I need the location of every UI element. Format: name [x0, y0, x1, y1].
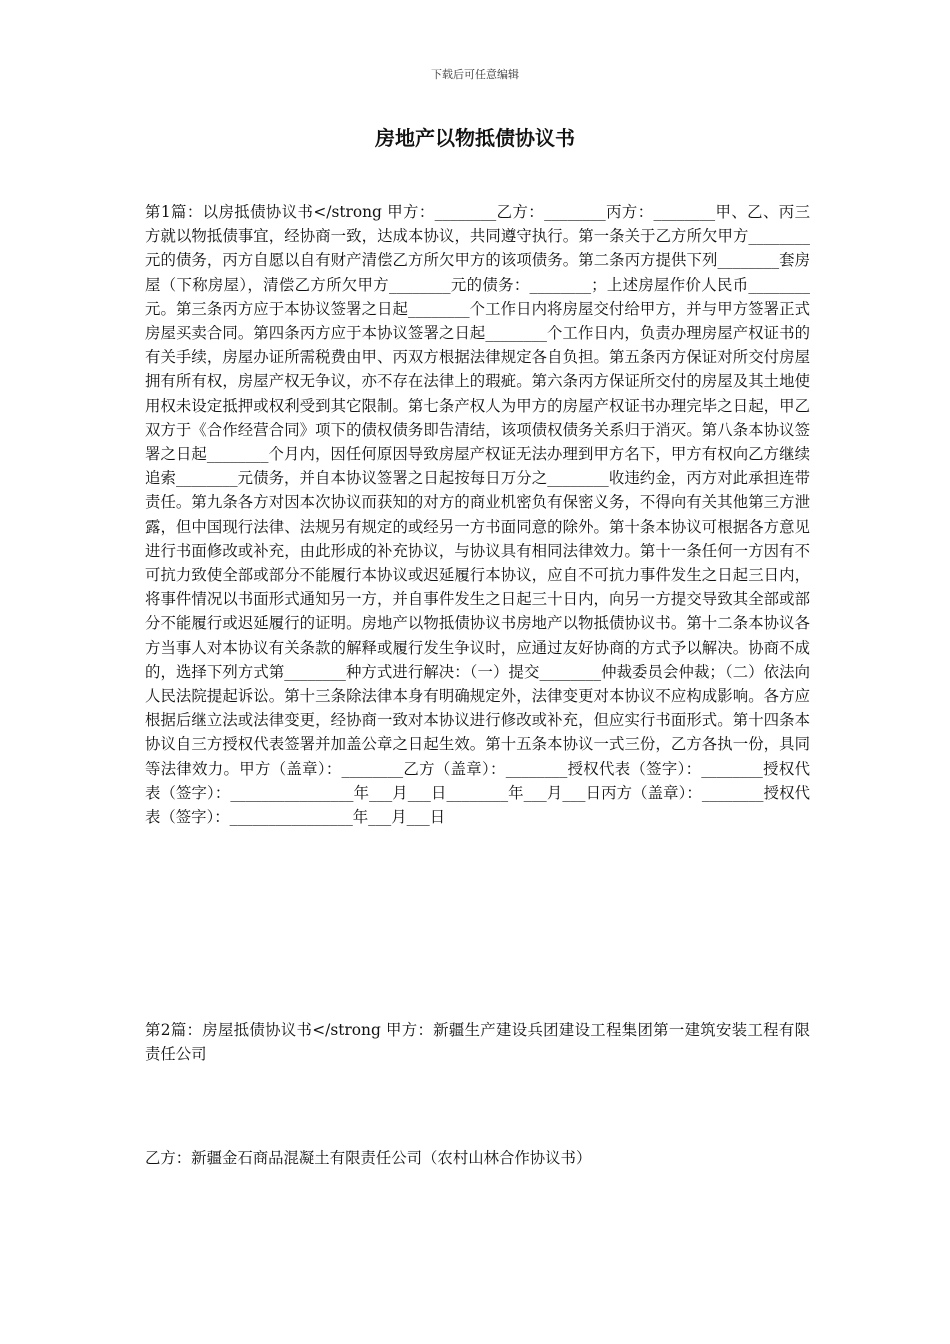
header-note: 下载后可任意编辑	[431, 68, 519, 81]
section-3-text: 乙方：新疆金石商品混凝土有限责任公司（农村山林合作协议书）	[145, 1149, 592, 1167]
document-title: 房地产以物抵债协议书	[375, 126, 575, 150]
section-1-text: 第1篇：以房抵债协议书</strong 甲方：________乙方：________丙方：________甲、乙、丙三方就以物抵债事宜，经协商一致，达成本协议，共同遵守执行。第一条关于乙方所欠甲方________元的债务，丙方自愿以自有财产清偿乙方所欠甲方的该项债务。第二条丙方提供下列________套房屋（下称房屋），清偿乙方所欠甲方________元的债务：________；上述房屋作价人民币________元。第三条丙方应于本协议签署之日起________个工作日内将房屋交付给甲方，并与甲方签署正式房屋买卖合同。第四条丙方应于本协议签署之日起________个工作日内，负责办理房屋产权证书的有关手续，房屋办证所需税费由甲、丙双方根据法律规定各自负担。第五条丙方保证对所交付房屋拥有所有权，房屋产权无争议，亦不存在法律上的瑕疵。第六条丙方保证所交付的房屋及其土地使用权未设定抵押或权利受到其它限制。第七条产权人为甲方的房屋产权证书办理完毕之日起，甲乙双方于《合作经营合同》项下的债权债务即告清结，该项债权债务关系归于消灭。第八条本协议签署之日起________个月内，因任何原因导致房屋产权证无法办理到甲方名下，甲方有权向乙方继续追索________元债务，并自本协议签署之日起按每日万分之________收违约金，丙方对此承担连带责任。第九条各方对因本次协议而获知的对方的商业机密负有保密义务，不得向有关其他第三方泄露，但中国现行法律、法规另有规定的或经另一方书面同意的除外。第十条本协议可根据各方意见进行书面修改或补充，由此形成的补充协议，与协议具有相同法律效力。第十一条任何一方因有不可抗力致使全部或部分不能履行本协议或迟延履行本协议，应自不可抗力事件发生之日起三日内，将事件情况以书面形式通知另一方，并自事件发生之日起三十日内，向另一方提交导致其全部或部分不能履行或迟延履行的证明。房地产以物抵债协议书房地产以物抵债协议书。第十二条本协议各方当事人对本协议有关条款的解释或履行发生争议时，应通过友好协商的方式予以解决。协商不成的，选择下列方式第________种方式进行解决：（一）提交________仲裁委员会仲裁；（二）依法向人民法院提起诉讼。第十三条除法律本身有明确规定外，法律变更对本协议不应构成影响。各方应根据后继立法或法律变更，经协商一致对本协议进行修改或补充，但应实行书面形式。第十四条本协议自三方授权代表签署并加盖公章之日起生效。第十五条本协议一式三份，乙方各执一份，具同等法律效力。甲方（盖章）：________乙方（盖章）：________授权代表（签字）：________授权代表（签字）：________________年___月___日________年___月___日丙方（盖章）：________授权代表（签字）：________________年___月___日	[145, 203, 810, 827]
section-2-text: 第2篇：房屋抵债协议书</strong 甲方：新疆生产建设兵团建设工程集团第一建筑安装工程有限责任公司	[145, 1021, 810, 1064]
